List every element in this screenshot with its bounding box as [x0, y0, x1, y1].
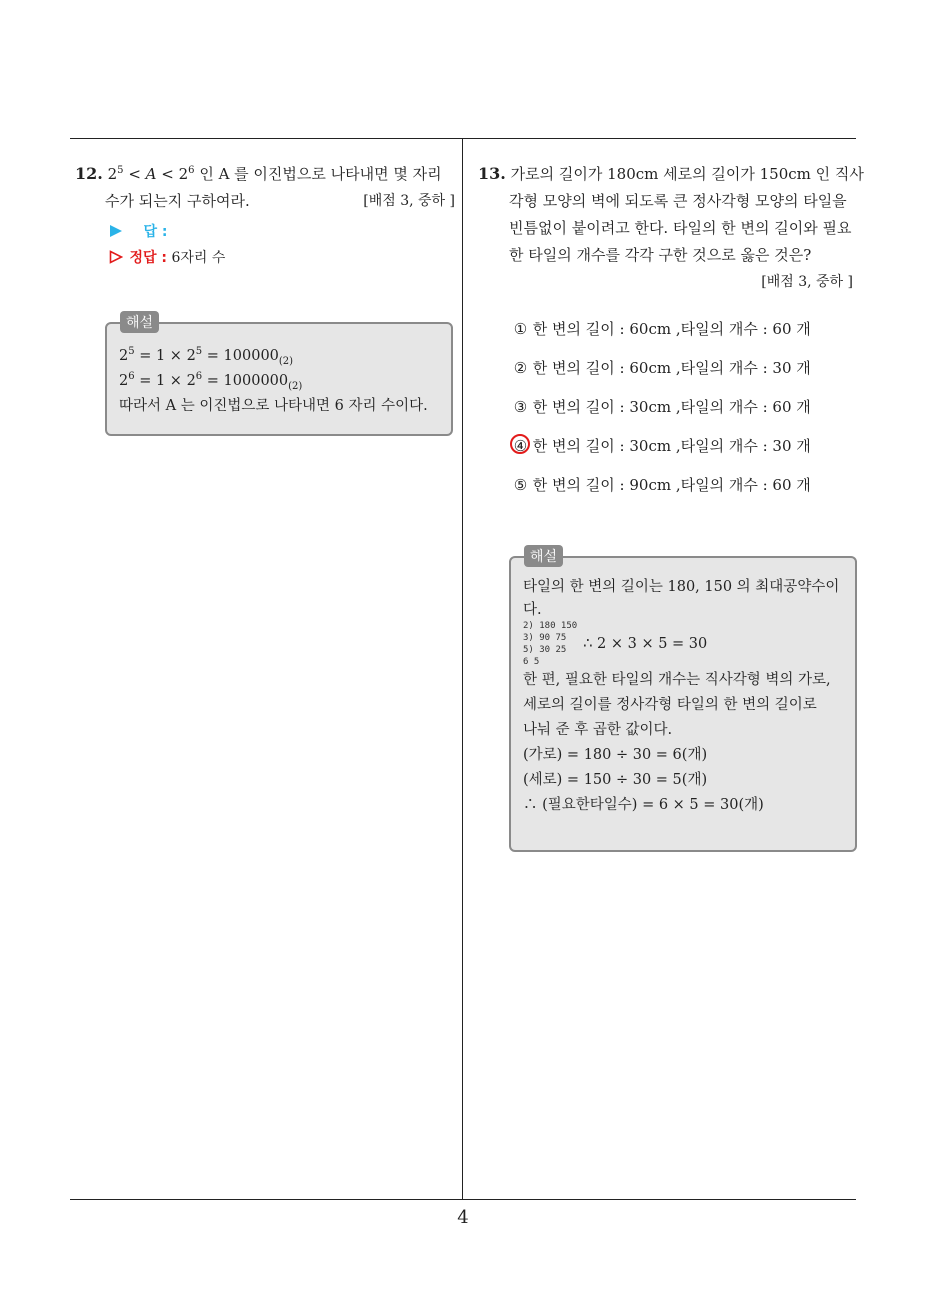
option-marker: ③ [513, 398, 528, 416]
question-text: 수가 되는지 구하여라. [105, 192, 250, 210]
explanation-line: 세로의 길이를 정사각형 타일의 한 변의 길이로 [523, 697, 817, 713]
explanation-line: (세로) = 150 ÷ 30 = 5(개) [523, 772, 708, 788]
option-1[interactable] [513, 318, 811, 339]
option-3[interactable] [513, 396, 811, 417]
answer-label: 답 : [143, 224, 168, 240]
calc-row: 6 5 [523, 657, 540, 667]
option-marker: ① [513, 320, 528, 338]
option-marker: ② [513, 359, 528, 377]
option-text: 한 변의 길이 : 30cm ,타일의 개수 : 30 개 [532, 437, 811, 455]
question-text: 가로의 길이가 180cm 세로의 길이가 150cm 인 직사 [510, 165, 864, 183]
correct-answer-value: 6자리 수 [171, 250, 226, 266]
explanation-tag: 해설 [120, 311, 159, 333]
option-text: 한 변의 길이 : 30cm ,타일의 개수 : 60 개 [532, 398, 811, 416]
outline-arrow-icon [109, 250, 123, 264]
explanation-line: $2^6 = 1 \times 2^6 = 1000000_{(2)}$ [119, 371, 303, 392]
explanation-line: 따라서 A 는 이진법으로 나타내면 6 자리 수이다. [119, 398, 428, 414]
option-2[interactable] [513, 357, 811, 378]
explanation-line: 한 편, 필요한 타일의 개수는 직사각형 벽의 가로, [523, 672, 831, 688]
calc-row: 2) 180 150 [523, 621, 578, 631]
explanation-box-13 [509, 549, 857, 852]
bottom-rule [70, 1199, 856, 1200]
question-number: 12. [75, 164, 103, 183]
explanation-box-12 [105, 315, 453, 436]
option-marker: ⑤ [513, 476, 528, 494]
question-text: 각형 모양의 벽에 되도록 큰 정사각형 모양의 타일을 [509, 192, 847, 210]
option-5[interactable] [513, 474, 811, 495]
option-4[interactable] [513, 435, 811, 456]
question-number: 13. [478, 164, 506, 183]
explanation-line: (가로) = 180 ÷ 30 = 6(개) [523, 747, 708, 763]
explanation-line: $2^5 = 1 \times 2^5 = 100000_{(2)}$ [119, 346, 294, 367]
page-number: 4 [457, 1207, 469, 1228]
option-text: 한 변의 길이 : 60cm ,타일의 개수 : 30 개 [532, 359, 811, 377]
inequality: $2^5 < A < 2^6$ [107, 165, 195, 183]
points-label: [배점 3, 중하 ] [761, 274, 853, 290]
explanation-line: 나눠 준 후 곱한 값이다. [523, 722, 673, 738]
explanation-line: 다. [523, 602, 542, 618]
question-text: 인 A 를 이진법으로 나타내면 몇 자리 [199, 165, 442, 183]
calc-result: ∴ 2 × 3 × 5 = 30 [583, 635, 708, 652]
option-text: 한 변의 길이 : 60cm ,타일의 개수 : 60 개 [532, 320, 811, 338]
question-text: 빈틈없이 붙이려고 한다. 타일의 한 변의 길이와 필요 [509, 219, 852, 237]
correct-answer-label: 정답 : [129, 250, 167, 266]
explanation-tag: 해설 [524, 545, 563, 567]
explanation-line: 타일의 한 변의 길이는 180, 150 의 최대공약수이 [523, 579, 840, 595]
answer-row [75, 219, 455, 245]
gcd-calculation [523, 620, 839, 668]
column-divider [462, 138, 463, 1200]
question-13 [478, 160, 864, 296]
question-12 [75, 160, 455, 271]
calc-row: 5) 30 25 [523, 645, 567, 655]
play-arrow-icon [109, 224, 123, 238]
question-text: 한 타일의 개수를 각각 구한 것으로 옳은 것은? [509, 246, 812, 264]
selected-answer-circle [510, 434, 530, 454]
points-label: [배점 3, 중하 ] [363, 193, 455, 209]
correct-answer-row [75, 245, 455, 271]
explanation-line: ∴ (필요한타일수) = 6 × 5 = 30(개) [523, 797, 764, 813]
option-text: 한 변의 길이 : 90cm ,타일의 개수 : 60 개 [532, 476, 811, 494]
top-rule [70, 138, 856, 139]
calc-row: 3) 90 75 [523, 633, 567, 643]
option-marker: ④ [513, 437, 528, 455]
